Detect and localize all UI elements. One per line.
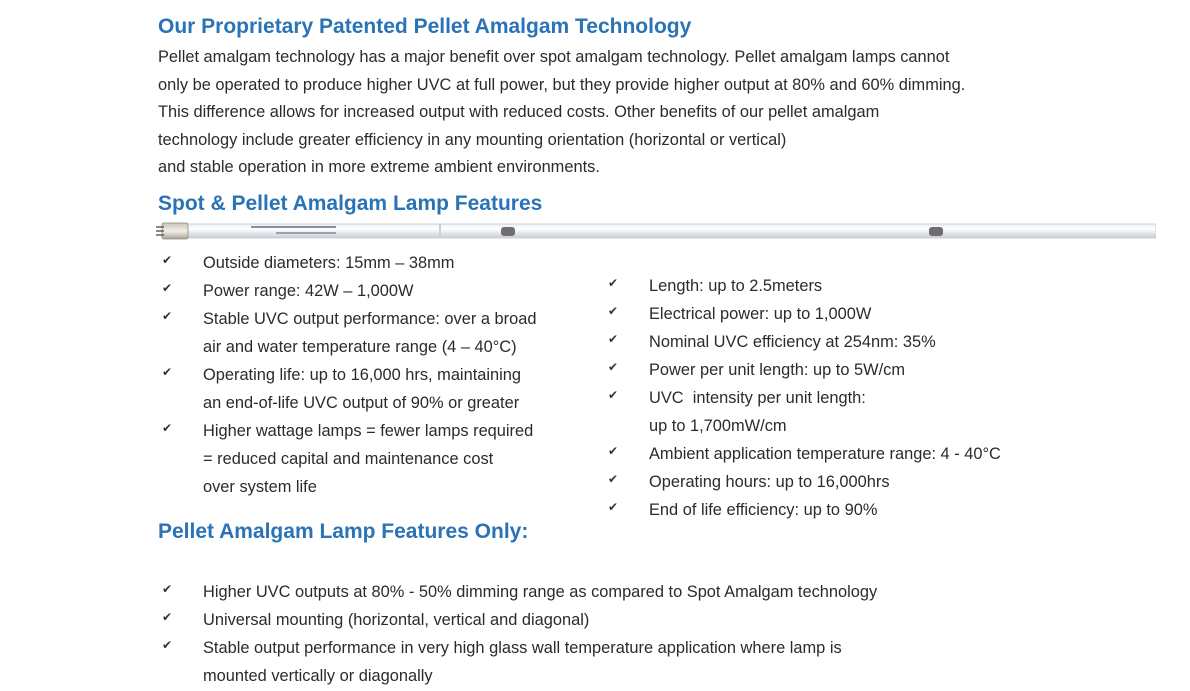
list-item-text: Universal mounting (horizontal, vertical and diagonal) — [203, 611, 590, 629]
checkmark-icon: ✔ — [162, 365, 173, 379]
checkmark-icon: ✔ — [162, 582, 173, 596]
checkmark-icon: ✔ — [608, 472, 619, 486]
list-item-text: mounted vertically or diagonally — [203, 667, 433, 685]
list-item-text: over system life — [203, 478, 317, 496]
list-item-text: Higher wattage lamps = fewer lamps required — [203, 422, 534, 440]
checkmark-icon: ✔ — [162, 281, 173, 295]
list-item-text: Higher UVC outputs at 80% - 50% dimming range as compared to Spot Amalgam technology — [203, 583, 878, 601]
list-item-text: End of life efficiency: up to 90% — [649, 501, 878, 519]
pellet-only-feature-list — [162, 578, 1062, 690]
list-item-text: Stable UVC output performance: over a broad — [203, 310, 537, 328]
left-feature-list — [162, 249, 602, 501]
list-item-text: Operating life: up to 16,000 hrs, maintaining — [203, 366, 521, 384]
list-item-text: air and water temperature range (4 – 40°C) — [203, 338, 517, 356]
checkmark-icon: ✔ — [608, 444, 619, 458]
section-title-pellet-technology: Our Proprietary Patented Pellet Amalgam Technology — [158, 15, 692, 38]
checkmark-icon: ✔ — [608, 360, 619, 374]
list-item-text: Nominal UVC efficiency at 254nm: 35% — [649, 333, 936, 351]
checkmark-icon: ✔ — [608, 304, 619, 318]
checkmark-icon: ✔ — [162, 253, 173, 267]
checkmark-icon: ✔ — [608, 276, 619, 290]
uv-lamp-tube-image — [156, 218, 1156, 248]
checkmark-icon: ✔ — [608, 332, 619, 346]
list-item-text: = reduced capital and maintenance cost — [203, 450, 494, 468]
list-item-text: Electrical power: up to 1,000W — [649, 305, 872, 323]
checkmark-icon: ✔ — [608, 500, 619, 514]
list-item-text: up to 1,700mW/cm — [649, 417, 787, 435]
list-item-text: Ambient application temperature range: 4 - 40°C — [649, 445, 1001, 463]
pellet-technology-paragraph — [158, 44, 1058, 182]
list-item-text: UVC intensity per unit length: — [649, 389, 866, 407]
list-item-text: Stable output performance in very high glass wall temperature application where lamp is — [203, 639, 842, 657]
list-item-text: Length: up to 2.5meters — [649, 277, 823, 295]
section-title-pellet-only-features: Pellet Amalgam Lamp Features Only: — [158, 520, 529, 543]
list-item-text: Outside diameters: 15mm – 38mm — [203, 254, 455, 272]
list-item-text: Operating hours: up to 16,000hrs — [649, 473, 890, 491]
paragraph-line: This difference allows for increased output with reduced costs. Other benefits of our pellet amalgam — [158, 103, 880, 122]
checkmark-icon: ✔ — [162, 309, 173, 323]
list-item-text: Power range: 42W – 1,000W — [203, 282, 414, 300]
paragraph-line: and stable operation in more extreme ambient environments. — [158, 158, 600, 177]
paragraph-line: Pellet amalgam technology has a major benefit over spot amalgam technology. Pellet amalgam lamps cannot — [158, 48, 950, 66]
paragraph-line: technology include greater efficiency in any mounting orientation (horizontal or vertical) — [158, 130, 787, 149]
section-title-lamp-features: Spot & Pellet Amalgam Lamp Features — [158, 192, 543, 215]
checkmark-icon: ✔ — [162, 610, 173, 624]
list-item-text: Power per unit length: up to 5W/cm — [649, 361, 905, 379]
list-item-text: an end-of-life UVC output of 90% or greater — [203, 394, 520, 412]
checkmark-icon: ✔ — [162, 638, 173, 652]
checkmark-icon: ✔ — [608, 388, 619, 402]
right-feature-list — [608, 272, 1088, 524]
checkmark-icon: ✔ — [162, 421, 173, 435]
paragraph-line: only be operated to produce higher UVC at full power, but they provide higher output at 80% and 60% dimming. — [158, 75, 966, 94]
